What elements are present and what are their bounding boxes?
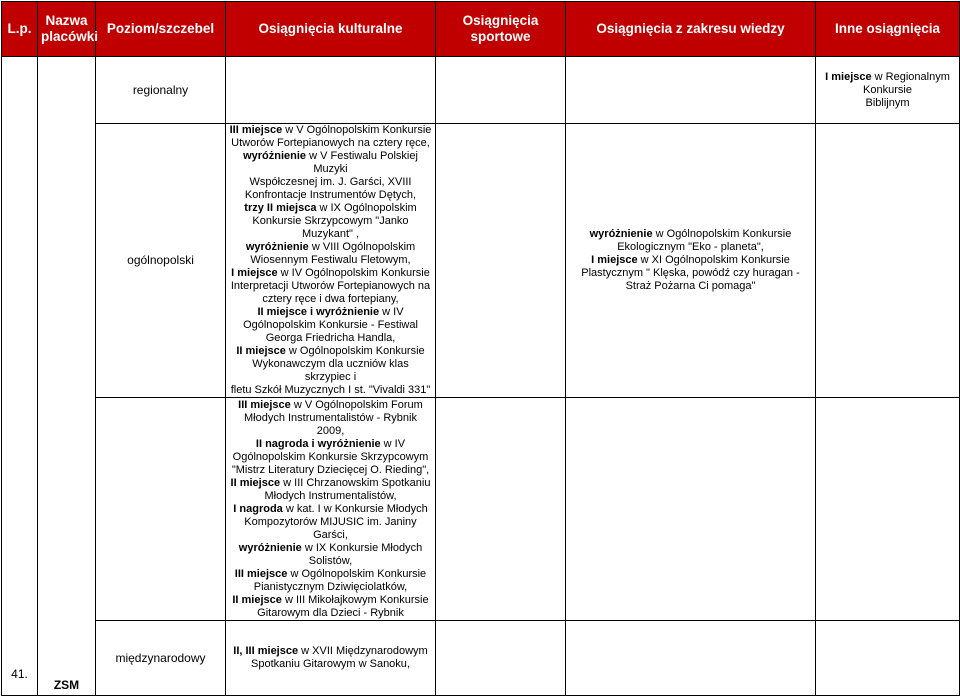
award-description: w III Mikołajkowym Konkursie Gitarowym dla Dzieci - Rybnik <box>257 593 429 619</box>
award-rank: II, III miejsce <box>233 645 299 657</box>
award-rank: I miejsce <box>231 267 278 279</box>
col-header-sports: Osiągnięcia sportowe <box>436 2 566 57</box>
other-cell <box>816 398 960 621</box>
award-description: w XVII Międzynarodowym Spotkaniu Gitarowym w Sanoku, <box>251 645 428 670</box>
award-rank: III miejsce <box>234 567 288 580</box>
knowledge-cell <box>566 124 816 398</box>
award-rank: III miejsce <box>238 398 291 411</box>
sports-cell <box>436 398 566 621</box>
header-row <box>2 2 960 57</box>
col-header-other: Inne osiągnięcia <box>816 2 960 57</box>
award-description: w IX Konkursie Młodych Solistów, <box>304 541 423 567</box>
award-rank: II miejsce <box>230 476 281 489</box>
sports-cell <box>436 57 566 124</box>
award-rank: I miejsce <box>825 70 872 83</box>
award-rank: II miejsce <box>232 593 282 606</box>
award-description: w IV Ogólnopolskim Konkursie Skrzypcowym "Mistrz Literatury Dziecięcej O. Rieding", <box>231 437 430 476</box>
award-description: w V Ogólnopolskim Konkursie Utworów Fortepianowych na cztery ręce, <box>231 124 432 149</box>
award-description: w IX Ogólnopolskim Konkursie Skrzypcowym "Janko Muzykant" , <box>252 202 417 240</box>
school-name: ZSM <box>38 57 96 696</box>
award-rank: wyróżnienie <box>589 228 653 240</box>
sports-cell <box>436 124 566 398</box>
award-description: w V Ogólnopolskim Forum Młodych Instrumentalistów - Rybnik 2009, <box>243 398 423 437</box>
award-description: w VIII Ogólnopolskim Wiosennym Festiwalu Fletowym, <box>250 241 416 266</box>
other-cell <box>816 621 960 696</box>
award-description: w Ogólnopolskim Konkursie Wykonawczym dla uczniów klas skrzypiec i fletu Szkół Muzycznych I st. "Vivaldi 331" <box>230 345 431 396</box>
cultural-cell <box>226 621 436 696</box>
award-description: w Ogólnopolskim Konkursie Pianistycznym Dziwięciolatków, <box>253 567 427 593</box>
col-header-school: Nazwa placówki <box>38 2 96 57</box>
cultural-cell <box>226 124 436 398</box>
table-row <box>2 621 960 696</box>
award-description: w XI Ogólnopolskim Konkursie Plastycznym " Klęska, powódź czy huragan - Straż Pożarna Ci pomaga" <box>581 254 800 292</box>
table-row <box>2 124 960 398</box>
award-rank: wyróżnienie <box>243 150 307 162</box>
award-rank: wyróżnienie <box>245 241 309 253</box>
level-cell: ogólnopolski <box>96 124 226 398</box>
award-rank: I nagroda <box>233 502 283 515</box>
award-rank: II nagroda i wyróżnienie <box>255 437 381 450</box>
other-cell <box>816 57 960 124</box>
award-description: w Regionalnym Konkursie Biblijnym <box>863 70 950 109</box>
level-cell: regionalny <box>96 57 226 124</box>
award-rank: trzy II miejsca <box>244 202 317 214</box>
award-rank: II miejsce <box>236 345 286 357</box>
col-header-lp: L.p. <box>2 2 38 57</box>
table-row <box>2 398 960 621</box>
col-header-cultural: Osiągnięcia kulturalne <box>226 2 436 57</box>
award-rank: II miejsce i wyróżnienie <box>257 306 380 318</box>
award-description: w IV Ogólnopolskim Konkursie Interpretacji Utworów Fortepianowych na cztery ręce i dwa fortepiany, <box>230 267 431 305</box>
cultural-cell <box>226 57 436 124</box>
level-cell: międzynarodowy <box>96 621 226 696</box>
knowledge-cell <box>566 621 816 696</box>
cultural-cell <box>226 398 436 621</box>
col-header-knowledge: Osiągnięcia z zakresu wiedzy <box>566 2 816 57</box>
award-rank: III miejsce <box>229 124 283 136</box>
table-row <box>2 57 960 124</box>
sports-cell <box>436 621 566 696</box>
award-rank: wyróżnienie <box>238 541 302 554</box>
award-rank: I miejsce <box>591 254 638 266</box>
knowledge-cell <box>566 57 816 124</box>
award-description: w IV Ogólnopolskim Konkursie - Festiwal Georga Friedricha Handla, <box>243 306 418 344</box>
award-description: w kat. I w Konkursie Młodych Kompozytorów MIJUSIC im. Janiny Garści, <box>244 502 428 541</box>
other-cell <box>816 124 960 398</box>
col-header-level: Poziom/szczebel <box>96 2 226 57</box>
knowledge-cell <box>566 398 816 621</box>
row-number: 41. <box>2 57 38 696</box>
achievements-table <box>1 1 960 696</box>
award-description: w Ogólnopolskim Konkursie Ekologicznym "Eko - planeta", <box>617 228 792 253</box>
level-cell <box>96 398 226 621</box>
award-description: w V Festiwalu Polskiej Muzyki Współczesnej im. J. Garści, XVIII Konfrontacje Instrumentów Dętych, <box>244 150 418 201</box>
award-description: w III Chrzanowskim Spotkaniu Młodych Instrumentalistów, <box>264 476 431 502</box>
